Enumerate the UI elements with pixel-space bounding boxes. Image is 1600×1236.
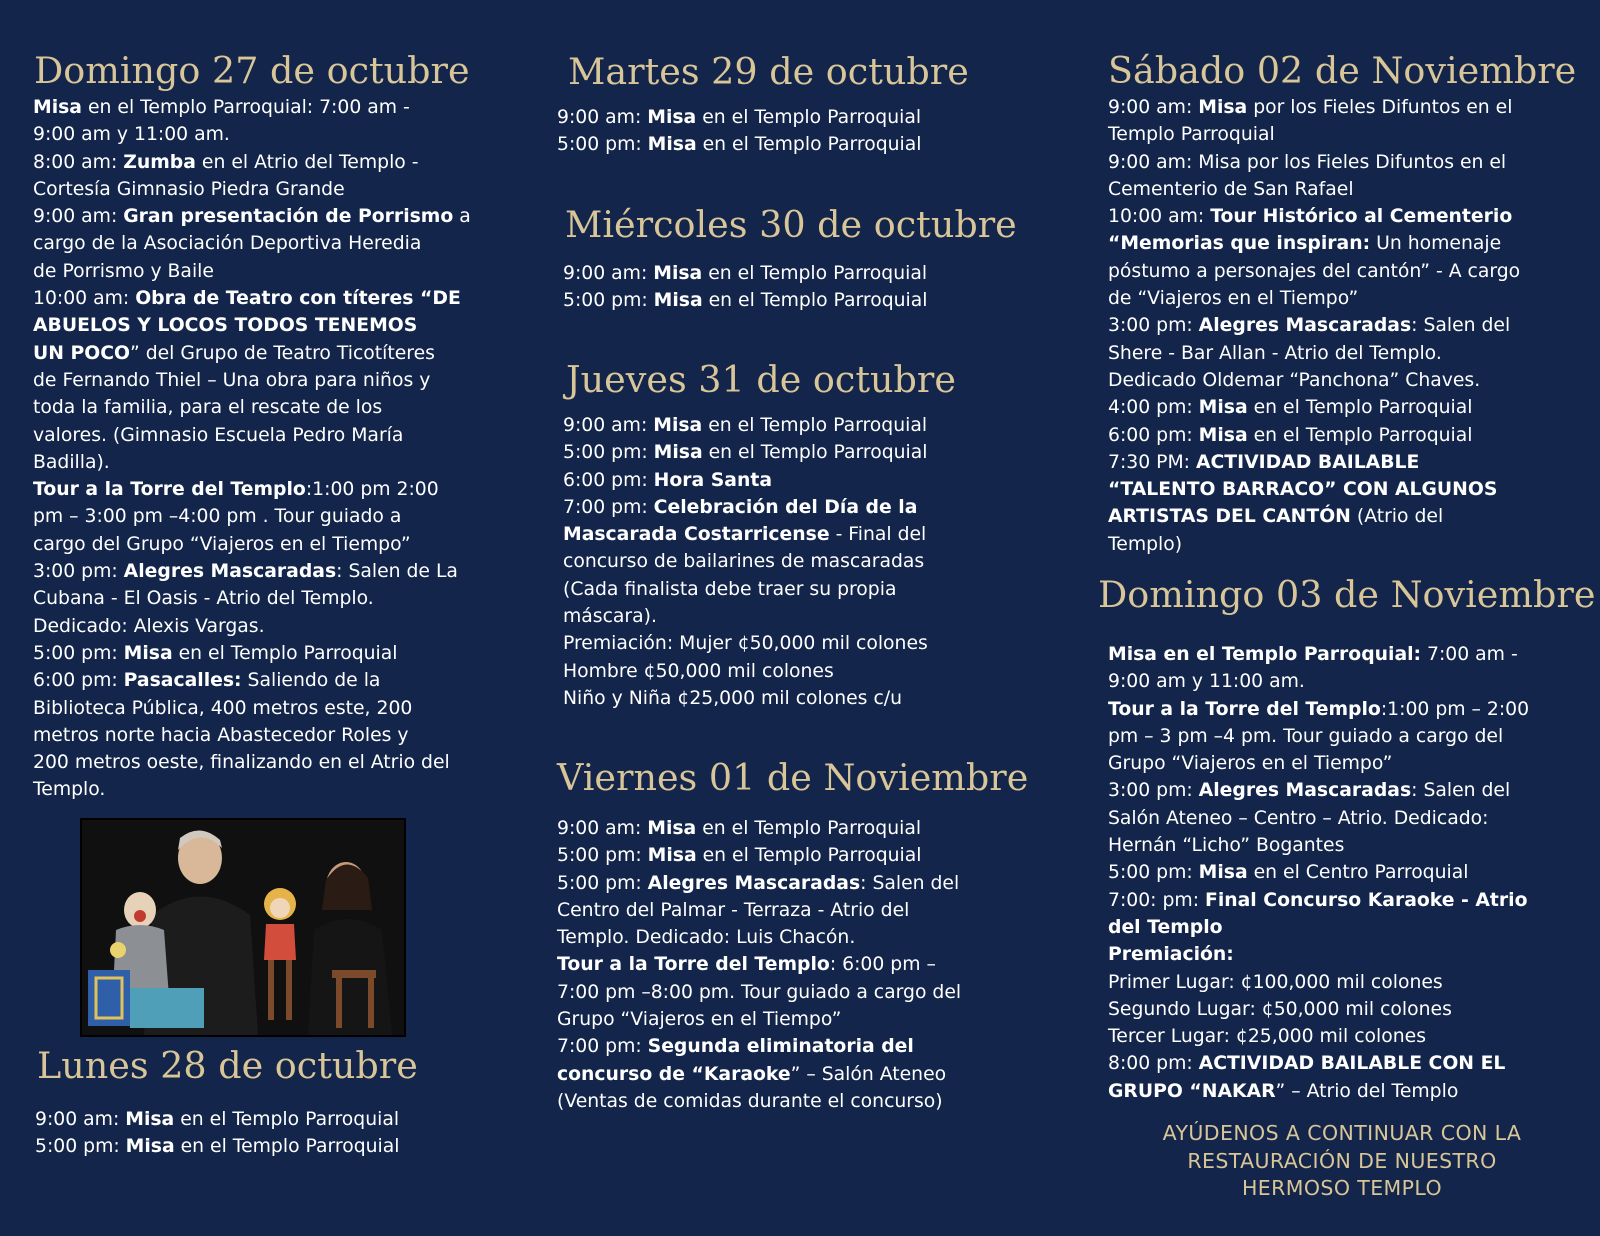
day-heading: Jueves 31 de octubre — [566, 358, 956, 401]
schedule-line: Tour a la Torre del Templo:1:00 pm 2:00 — [33, 479, 439, 501]
schedule-line: de “Viajeros en el Tiempo” — [1108, 288, 1359, 310]
schedule-line: Shere - Bar Allan - Atrio del Templo. — [1108, 342, 1442, 364]
day-schedule — [35, 1106, 399, 1161]
day-heading: Domingo 03 de Noviembre — [1098, 573, 1596, 616]
appeal-line: RESTAURACIÓN DE NUESTRO — [1187, 1148, 1497, 1173]
schedule-line: 9:00 am: Misa en el Templo Parroquial — [563, 415, 928, 436]
schedule-line: Primer Lugar: ¢100,000 mil colones — [1108, 971, 1443, 993]
schedule-line: Tercer Lugar: ¢25,000 mil colones — [1108, 1026, 1426, 1048]
schedule-line: Tour a la Torre del Templo: 6:00 pm – — [557, 954, 936, 976]
schedule-line: concurso de “Karaoke” – Salón Ateneo — [557, 1063, 947, 1085]
schedule-line: 5:00 pm: Misa en el Templo Parroquial — [563, 442, 928, 464]
schedule-line: 7:30 PM: ACTIVIDAD BAILABLE — [1108, 451, 1420, 473]
schedule-line: 3:00 pm: Alegres Mascaradas: Salen del — [1108, 780, 1511, 802]
schedule-line: 9:00 am y 11:00 am. — [33, 124, 230, 146]
schedule-line: (Cada finalista debe traer su propia — [563, 578, 897, 600]
schedule-line: Hernán “Licho” Bogantes — [1108, 835, 1345, 857]
schedule-line: Templo. — [33, 779, 106, 801]
schedule-line: 9:00 am: Misa por los Fieles Difuntos en el — [1108, 151, 1507, 173]
schedule-line: 3:00 pm: Alegres Mascaradas: Salen del — [1108, 315, 1511, 337]
schedule-line: 9:00 am: Gran presentación de Porrismo a — [33, 206, 471, 228]
appeal-line: HERMOSO TEMPLO — [1241, 1176, 1443, 1200]
day-heading: Sábado 02 de Noviembre — [1108, 49, 1577, 92]
schedule-line: cargo del Grupo “Viajeros en el Tiempo” — [33, 533, 411, 555]
schedule-line: 8:00 pm: ACTIVIDAD BAILABLE CON EL — [1108, 1053, 1506, 1075]
schedule-line: 3:00 pm: Alegres Mascaradas: Salen de La — [33, 561, 458, 583]
schedule-line: Cubana - El Oasis - Atrio del Templo. — [33, 588, 374, 610]
schedule-line: metros norte hacia Abastecedor Roles y — [33, 724, 409, 746]
schedule-line: Cortesía Gimnasio Piedra Grande — [33, 178, 345, 200]
puppet-theater-photo — [80, 818, 406, 1037]
schedule-line: 9:00 am y 11:00 am. — [1108, 671, 1305, 693]
schedule-line: GRUPO “NAKAR” – Atrio del Templo — [1108, 1080, 1459, 1102]
schedule-line: 7:00 pm: Segunda eliminatoria del — [557, 1036, 914, 1058]
schedule-line: ABUELOS Y LOCOS TODOS TENEMOS — [33, 315, 418, 337]
schedule-line: UN POCO” del Grupo de Teatro Ticotíteres — [33, 342, 435, 364]
schedule-line: 6:00 pm: Pasacalles: Saliendo de la — [33, 670, 381, 692]
schedule-line: 10:00 am: Tour Histórico al Cementerio — [1108, 206, 1513, 228]
schedule-line: Misa en el Templo Parroquial: 7:00 am - — [33, 97, 410, 118]
day-schedule — [563, 412, 928, 712]
schedule-line: 4:00 pm: Misa en el Templo Parroquial — [1108, 397, 1473, 419]
schedule-line: 7:00 pm: Celebración del Día de la — [563, 496, 918, 518]
schedule-line: Mascarada Costarricense - Final del — [563, 524, 927, 546]
schedule-line: Dedicado Oldemar “Panchona” Chaves. — [1108, 369, 1481, 391]
schedule-line: Dedicado: Alexis Vargas. — [33, 615, 265, 637]
schedule-line: Badilla). — [33, 451, 110, 473]
schedule-line: 5:00 pm: Alegres Mascaradas: Salen del — [557, 872, 960, 894]
schedule-line: del Templo — [1108, 916, 1223, 938]
schedule-line: Grupo “Viajeros en el Tiempo” — [557, 1009, 842, 1031]
schedule-line: concurso de bailarines de mascaradas — [563, 551, 925, 573]
schedule-line: 5:00 pm: Misa en el Centro Parroquial — [1108, 862, 1469, 884]
day-schedule — [557, 815, 961, 1115]
schedule-line: Premiación: — [1108, 944, 1234, 966]
day-heading: Miércoles 30 de octubre — [565, 203, 1017, 246]
schedule-line: 6:00 pm: Hora Santa — [563, 469, 772, 491]
schedule-line: 9:00 am: Misa en el Templo Parroquial — [563, 263, 928, 284]
schedule-line: Grupo “Viajeros en el Tiempo” — [1108, 753, 1393, 775]
schedule-line: Biblioteca Pública, 400 metros este, 200 — [33, 697, 413, 719]
schedule-line: Centro del Palmar - Terraza - Atrio del — [557, 899, 910, 921]
schedule-line: de Fernando Thiel – Una obra para niños y — [33, 369, 431, 391]
puppet-theater-illustration — [82, 820, 404, 1035]
schedule-line: 5:00 pm: Misa en el Templo Parroquial — [563, 290, 928, 312]
schedule-line: 5:00 pm: Misa en el Templo Parroquial — [557, 845, 922, 867]
day-heading: Martes 29 de octubre — [568, 50, 969, 93]
schedule-line: 9:00 am: Misa en el Templo Parroquial — [557, 107, 922, 128]
schedule-line: Misa en el Templo Parroquial: 7:00 am - — [1108, 644, 1518, 665]
schedule-line: toda la familia, para el rescate de los — [33, 397, 383, 419]
schedule-line: cargo de la Asociación Deportiva Heredia — [33, 233, 422, 255]
schedule-line: 7:00: pm: Final Concurso Karaoke - Atrio — [1108, 889, 1528, 911]
day-schedule — [33, 94, 471, 804]
schedule-line: máscara). — [563, 606, 657, 628]
schedule-line: Hombre ¢50,000 mil colones — [563, 660, 834, 682]
schedule-line: 9:00 am: Misa por los Fieles Difuntos en el — [1108, 97, 1513, 118]
schedule-line: Tour a la Torre del Templo:1:00 pm – 2:00 — [1108, 698, 1530, 720]
schedule-line: 200 metros oeste, finalizando en el Atrio del — [33, 752, 450, 774]
schedule-line: 5:00 pm: Misa en el Templo Parroquial — [33, 642, 398, 664]
schedule-line: pm – 3:00 pm –4:00 pm . Tour guiado a — [33, 506, 402, 528]
schedule-line: Templo Parroquial — [1108, 124, 1275, 146]
schedule-line: póstumo a personajes del cantón” - A cargo — [1108, 260, 1521, 282]
schedule-line: 9:00 am: Misa en el Templo Parroquial — [557, 818, 922, 839]
schedule-line: 10:00 am: Obra de Teatro con títeres “DE — [33, 288, 461, 310]
schedule-line: “TALENTO BARRACO” CON ALGUNOS — [1108, 479, 1498, 501]
schedule-line: 9:00 am: Misa en el Templo Parroquial — [35, 1109, 400, 1130]
day-schedule — [563, 260, 927, 315]
schedule-line: de Porrismo y Baile — [33, 260, 214, 282]
schedule-line: “Memorias que inspiran: Un homenaje — [1108, 233, 1502, 255]
day-heading: Viernes 01 de Noviembre — [557, 756, 1029, 799]
restoration-appeal — [1094, 1120, 1590, 1203]
schedule-line: Cementerio de San Rafael — [1108, 178, 1354, 200]
schedule-line: Segundo Lugar: ¢50,000 mil colones — [1108, 998, 1452, 1020]
appeal-line: AYÚDENOS A CONTINUAR CON LA — [1162, 1121, 1522, 1145]
schedule-line: 8:00 am: Zumba en el Atrio del Templo - — [33, 151, 419, 173]
schedule-line: (Ventas de comidas durante el concurso) — [557, 1090, 943, 1112]
schedule-line: Salón Ateneo – Centro – Atrio. Dedicado: — [1108, 807, 1489, 829]
day-schedule — [557, 104, 921, 159]
schedule-line: Templo. Dedicado: Luis Chacón. — [557, 927, 856, 949]
schedule-line: Premiación: Mujer ¢50,000 mil colones — [563, 633, 928, 655]
schedule-line: 5:00 pm: Misa en el Templo Parroquial — [35, 1136, 400, 1158]
schedule-line: 7:00 pm –8:00 pm. Tour guiado a cargo del — [557, 981, 962, 1003]
schedule-line: 6:00 pm: Misa en el Templo Parroquial — [1108, 424, 1473, 446]
day-heading: Lunes 28 de octubre — [37, 1044, 418, 1087]
day-heading: Domingo 27 de octubre — [34, 49, 470, 92]
day-schedule — [1108, 94, 1520, 558]
schedule-line: Niño y Niña ¢25,000 mil colones c/u — [563, 687, 902, 709]
schedule-line: pm – 3 pm –4 pm. Tour guiado a cargo del — [1108, 725, 1504, 747]
schedule-line: ARTISTAS DEL CANTÓN (Atrio del — [1108, 506, 1444, 528]
schedule-line: 5:00 pm: Misa en el Templo Parroquial — [557, 134, 922, 156]
schedule-line: valores. (Gimnasio Escuela Pedro María — [33, 424, 404, 446]
schedule-line: Templo) — [1108, 533, 1183, 555]
day-schedule — [1108, 641, 1529, 1105]
